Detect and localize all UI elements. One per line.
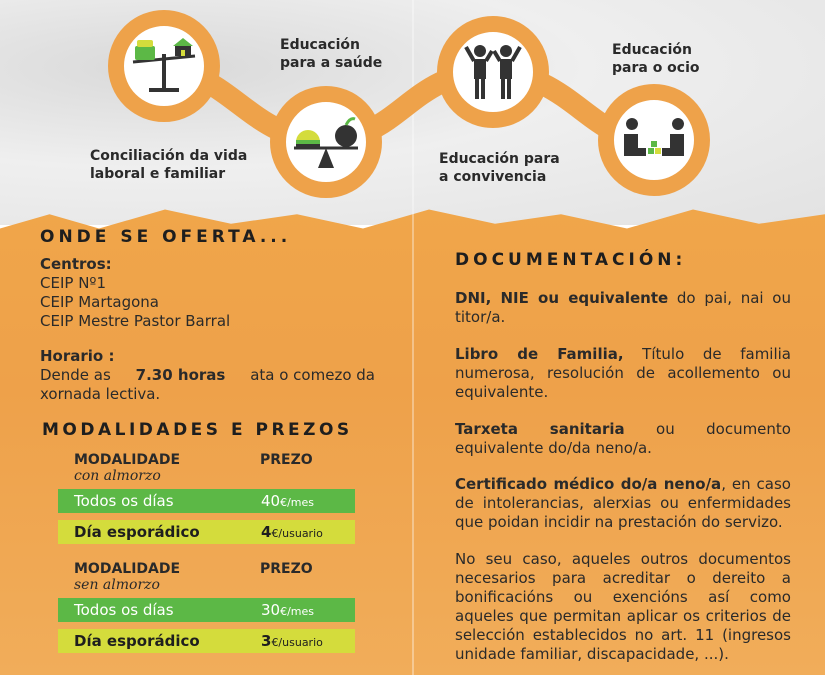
centro-item: CEIP Martagona — [40, 293, 159, 311]
children-jumping-icon — [462, 41, 524, 103]
balance-scale-burger-apple-icon — [290, 112, 362, 172]
prezo-label: PREZO — [260, 561, 313, 577]
centro-item: CEIP Nº1 — [40, 274, 107, 292]
modalidade-label: MODALIDADE con almorzo — [74, 452, 181, 484]
doc-item: Libro de Familia, Título de familia numerosa, resolución de acollemento ou equivalente. — [455, 345, 791, 401]
balance-scale-cake-house-icon — [129, 36, 199, 96]
documentacion-title: DOCUMENTACIÓN: — [455, 250, 687, 270]
doc-item: No seu caso, aqueles outros documentos necesarios para acreditar o dereito a bonificacións ou exencións así como aqueles que permitan aplicar os criterios de selección establecidos no art. 11 (ingresos unidade familiar, discapacidade, ...). — [455, 550, 791, 663]
centros-label: Centros: — [40, 255, 112, 273]
centros-block — [40, 255, 380, 331]
doc-item: DNI, NIE ou equivalente do pai, nai ou titor/a. — [455, 289, 791, 326]
centro-item: CEIP Mestre Pastor Barral — [40, 312, 231, 330]
price-row: Día esporádico 3€/usuario — [58, 629, 355, 653]
saude-circle — [270, 86, 382, 198]
prezo-label: PREZO — [260, 452, 313, 468]
children-playing-icon — [618, 114, 690, 166]
caption-ocio: Educación para o ocio — [612, 42, 700, 76]
modalidade-label: MODALIDADE sen almorzo — [74, 561, 181, 593]
caption-convivencia: Educación para a convivencia — [439, 151, 560, 185]
convivencia-circle — [437, 16, 549, 128]
conciliacion-circle — [108, 10, 220, 122]
price-row: Día esporádico 4€/usuario — [58, 520, 355, 544]
onde-title: ONDE SE OFERTA... — [40, 227, 292, 247]
horario-block: Horario : Dende as 7.30 horas ata o comezo da xornada lectiva. — [40, 347, 375, 403]
modalidades-title: MODALIDADES E PREZOS — [42, 420, 353, 440]
doc-item: Certificado médico do/a neno/a, en caso de intolerancias, alerxias ou enfermidades que poidan incidir na prestación do servizo. — [455, 475, 791, 531]
doc-item: Tarxeta sanitaria ou documento equivalente do/da neno/a. — [455, 420, 791, 457]
horario-label: Horario : — [40, 347, 115, 365]
horario-line: Dende as 7.30 horas ata o comezo da — [40, 366, 375, 384]
price-row: Todos os días 30€/mes — [58, 598, 355, 622]
price-row: Todos os días 40€/mes — [58, 489, 355, 513]
caption-saude: Educación para a saúde — [280, 37, 383, 71]
ocio-circle — [598, 84, 710, 196]
caption-conciliacion: Conciliación da vida laboral e familiar — [90, 148, 248, 182]
